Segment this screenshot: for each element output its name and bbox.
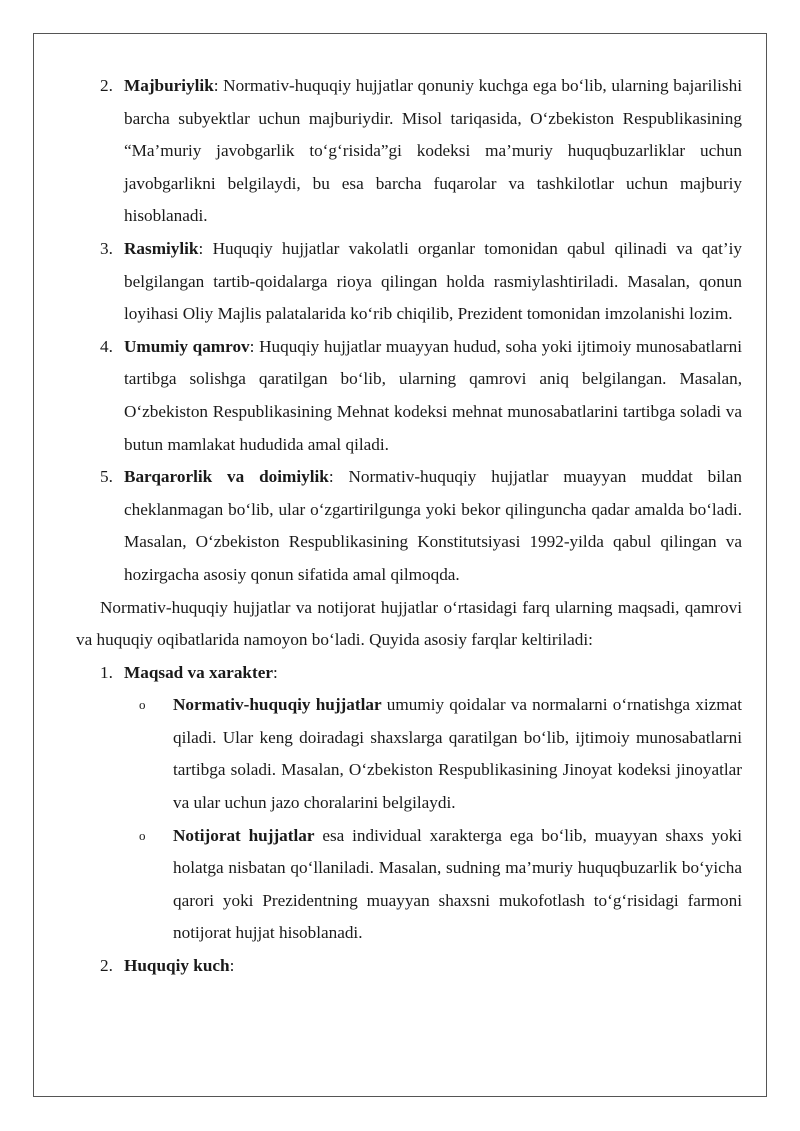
list-number: 2. — [100, 76, 113, 95]
list-item-text: : Huquqiy hujjatlar vakolatli organlar tomonidan qabul qilinadi va qat’iy belgilangan tartib-qoidalarga rioya qilingan holda rasmiylashtiriladi. Masalan, qonun loyihasi Oliy Majlis palatalarida ko‘rib chiqilib, Prezident tomonidan imzolanishi lozim. — [124, 238, 742, 324]
sub-item-title: Normativ-huquqiy hujjatlar — [173, 695, 382, 715]
list-item-title: Barqarorlik va doimiylik — [124, 467, 329, 487]
list-item-title: Huquqiy kuch — [124, 956, 230, 976]
list-number: 1. — [100, 662, 113, 682]
list-item-rasmiylik — [76, 233, 742, 331]
list-item-maqsad-va-xarakter — [76, 657, 742, 690]
list-number: 4. — [100, 336, 113, 356]
sub-item-text: esa individual xarakterga ega bo‘lib, muayyan shaxs yoki holatga nisbatan qo‘llaniladi. Masalan, sudning ma’muriy huquqbuzarlik bo‘yicha qarori yoki Prezidentning muayyan shaxsni mukofotlash to‘g‘risidagi farmoni notijorat hujjat hisoblanadi. — [173, 825, 743, 943]
list-item-text: : Normativ-huquqiy hujjatlar muayyan muddat bilan cheklanmagan bo‘lib, ular o‘zgartirilgunga yoki bekor qilinguncha qadar amalda bo‘ladi. Masalan, O‘zbekiston Respublikasining Konstitutsiyasi 1992-yilda qabul qilingan va hozirgacha asosiy qonun sifatida amal qilmoqda. — [124, 467, 742, 584]
list-item-huquqiy-kuch — [76, 950, 742, 983]
list-item-title: Majburiylik — [124, 76, 214, 95]
list-item-majburiylik — [76, 70, 742, 233]
bullet-icon: o — [139, 827, 146, 843]
list-item-title: Rasmiylik — [124, 238, 199, 258]
list-item-text: : Normativ-huquqiy hujjatlar qonuniy kuchga ega bo‘lib, ularning bajarilishi barcha subyektlar uchun majburiydir. Misol tariqasida, O‘zbekiston Respublikasining “Ma’muriy javobgarlik to‘g‘risida”gi kodeksi ma’muriy huquqbuzarliklar uchun javobgarlikni belgilaydi, bu esa barcha fuqarolar va tashkilotlar uchun majburiy hisoblanadi. — [124, 76, 742, 226]
list-item-umumiy-qamrov — [76, 331, 742, 461]
list-item-text: : — [229, 956, 235, 976]
sub-item-text: umumiy qoidalar va normalarni o‘rnatishga xizmat qiladi. Ular keng doiradagi shaxslarga qaratilgan bo‘lib, ijtimoiy munosabatlarni tartibga soladi. Masalan, O‘zbekiston Respublikasining Jinoyat kodeksi jinoyatlar va ular uchun jazo choralarini belgilaydi. — [173, 695, 743, 813]
list-item-barqarorlik — [76, 461, 742, 591]
list-item-text: : — [272, 662, 278, 682]
sub-item-normativ — [76, 689, 742, 819]
intro-paragraph: Normativ-huquqiy hujjatlar va notijorat hujjatlar o‘rtasidagi farq ularning maqsadi, qamrovi va huquqiy oqibatlarida namoyon bo‘ladi. Quyida asosiy farqlar keltiriladi: — [76, 597, 742, 650]
bullet-icon: o — [139, 697, 146, 713]
list-number: 5. — [100, 467, 113, 487]
list-number: 2. — [100, 956, 113, 976]
list-item-title: Umumiy qamrov — [124, 336, 250, 356]
list-item-text: : Huquqiy hujjatlar muayyan hudud, soha yoki ijtimoiy munosabatlarni tartibga solishga qaratilgan bo‘lib, ularning qamrovi aniq belgilangan. Masalan, O‘zbekiston Respublikasining Mehnat kodeksi mehnat munosabatlarini tartibga soladi va butun mamlakat hududida amal qiladi. — [124, 336, 742, 454]
document-body — [76, 70, 742, 983]
list-number: 3. — [100, 238, 113, 258]
sub-item-title: Notijorat hujjatlar — [173, 825, 315, 845]
sub-item-notijorat — [76, 820, 742, 950]
list-item-title: Maqsad va xarakter — [124, 662, 273, 682]
